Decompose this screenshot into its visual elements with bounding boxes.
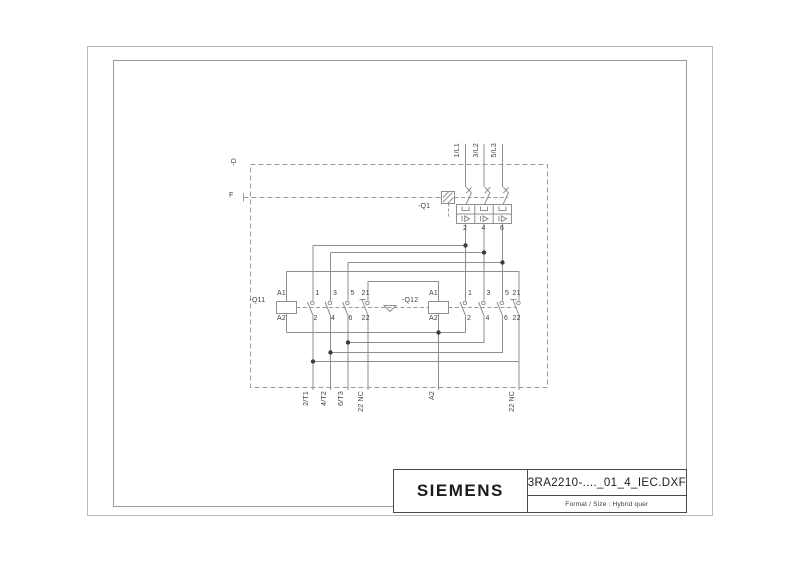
q11-label: -Q11: [249, 297, 266, 304]
title-block: [393, 469, 687, 513]
phase-label-l1: 1/L1: [454, 143, 461, 158]
trip-release-symbol: [442, 192, 455, 204]
q12-b2: 2: [467, 314, 472, 322]
trip-marker: F: [229, 192, 234, 199]
contactor-q12-symbol: [429, 300, 521, 316]
q11-b2: 2: [313, 314, 318, 322]
q11-t3: 3: [333, 290, 338, 297]
brand-logo: SIEMENS: [394, 470, 528, 512]
breaker-contacts: [466, 187, 509, 204]
q11-coil: [277, 302, 297, 314]
drawing-filename: 3RA2210-...._01_4_IEC.DXF: [528, 470, 686, 496]
q12-label: -Q12: [402, 297, 419, 304]
q12-a1: A1: [429, 290, 438, 297]
q11-t21: 21: [361, 290, 370, 297]
q11-a1: A1: [277, 290, 286, 297]
q11-b6: 6: [348, 314, 353, 322]
enclosure-marker: -D: [231, 158, 238, 166]
q12-t1: 1: [468, 290, 473, 297]
terminal-4t2: 4/T2: [320, 391, 328, 406]
q12-b6: 6: [504, 314, 509, 322]
terminal-22nc-right: 22 NC: [509, 391, 516, 412]
phase-label-l2: 3/L2: [472, 143, 480, 158]
mechanical-linkage: [297, 306, 518, 312]
q12-coil: [429, 302, 449, 314]
terminal-2t1: 2/T1: [303, 391, 310, 406]
terminal-a2: A2: [428, 391, 436, 400]
q11-a2: A2: [277, 314, 286, 322]
breaker-label: -Q1: [418, 203, 431, 210]
breaker-terminal-4: 4: [481, 224, 486, 232]
thermal-release-icon: [462, 207, 506, 211]
q11-b22: 22: [361, 314, 370, 322]
q11-t5: 5: [350, 290, 355, 297]
q12-t5: 5: [505, 290, 510, 297]
breaker-terminal-6: 6: [500, 224, 505, 232]
terminal-22nc-left: 22 NC: [357, 391, 365, 412]
q12-b22: 22: [512, 314, 521, 322]
q12-a2: A2: [429, 314, 438, 322]
format-size-note: Format / Size : Hybrid quer: [565, 500, 649, 508]
q11-b4: 4: [331, 314, 336, 322]
magnetic-release-icon: [462, 216, 506, 222]
q12-b4: 4: [485, 314, 490, 322]
mechanical-interlock-icon: [384, 306, 396, 312]
phase-label-l3: 5/L3: [491, 143, 498, 158]
breaker-terminal-2: 2: [463, 224, 468, 232]
q12-t3: 3: [486, 290, 491, 297]
q11-t1: 1: [315, 290, 320, 297]
terminal-6t3: 6/T3: [338, 391, 345, 406]
q12-t21: 21: [512, 290, 521, 297]
power-wires: [287, 246, 520, 391]
